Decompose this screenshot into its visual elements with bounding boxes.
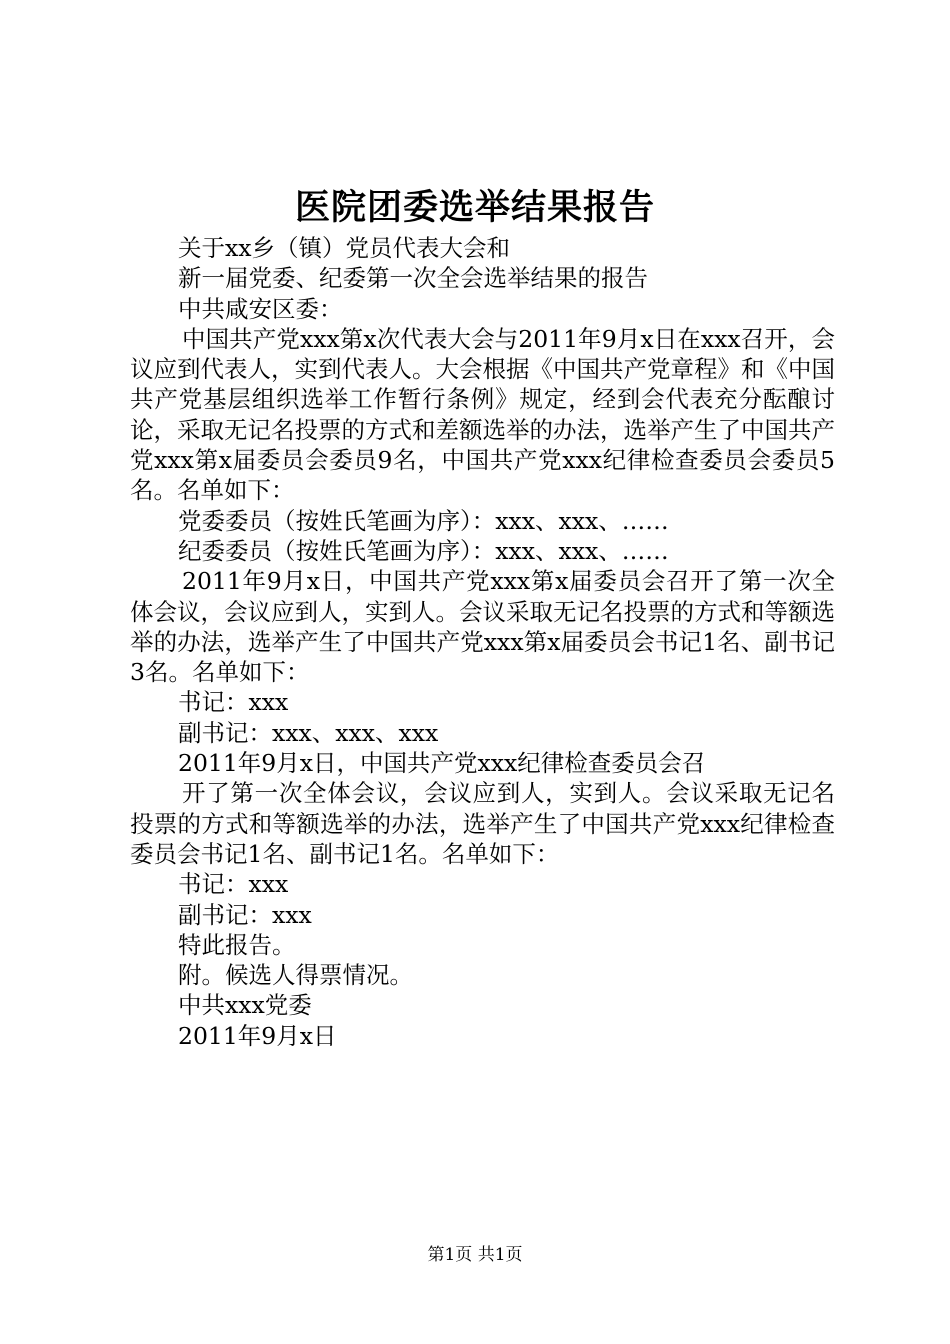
paragraph-discipline-secretary: 书记：xxx: [178, 870, 289, 899]
paragraph-heading-line-1: 关于xx乡（镇）党员代表大会和: [178, 234, 511, 262]
paragraph-discipline-meeting-date: 2011年9月x日，中国共产党xxx纪律检查委员会召: [178, 749, 706, 778]
document-title: 医院团委选举结果报告: [294, 187, 655, 228]
paragraph-party-committee-members: 党委委员（按姓氏笔画为序）：xxx、xxx、……: [178, 506, 669, 535]
paragraph-attachment: 附。候选人得票情况。: [178, 961, 413, 990]
paragraph-discipline-deputy-secretary: 副书记：xxx: [178, 900, 312, 929]
paragraph-congress-summary: 中国共产党xxx第x次代表大会与2011年9月x日在xxx召开，会议应到代表人，实到代表人。大会根据《中国共产党章程》和《中国共产党基层组织选举工作暂行条例》规定，经到会代表充分酝酿讨论，采取无记名投票的方式和差额选举的办法，选举产生了中国共产党xxx第x届委员会委员9名，中国共产党xxx纪律检查委员会委员5名。名单如下：: [130, 324, 835, 505]
paragraph-addressee: 中共咸安区委：: [178, 294, 343, 323]
paragraph-deputy-secretaries: 副书记：xxx、xxx、xxx: [178, 718, 439, 747]
paragraph-closing: 特此报告。: [178, 930, 296, 959]
paragraph-signature-date: 2011年9月x日: [178, 1021, 337, 1050]
paragraph-signature-org: 中共xxx党委: [178, 991, 312, 1020]
paragraph-first-plenary-summary: 2011年9月x日，中国共产党xxx第x届委员会召开了第一次全体会议，会议应到人，实到人。会议采取无记名投票的方式和等额选举的办法，选举产生了中国共产党xxx第x届委员会书记1名、副书记3名。名单如下：: [130, 567, 835, 687]
document-body: [130, 233, 835, 1051]
page-footer: 第1页 共1页: [427, 1245, 523, 1265]
paragraph-heading-line-2: 新一届党委、纪委第一次全会选举结果的报告: [178, 264, 648, 293]
paragraph-secretary: 书记：xxx: [178, 688, 289, 717]
paragraph-discipline-committee-members: 纪委委员（按姓氏笔画为序）：xxx、xxx、……: [178, 536, 669, 565]
paragraph-discipline-meeting-summary: 开了第一次全体会议，会议应到人，实到人。会议采取无记名投票的方式和等额选举的办法，选举产生了中国共产党xxx纪律检查委员会书记1名、副书记1名。名单如下：: [130, 779, 835, 868]
